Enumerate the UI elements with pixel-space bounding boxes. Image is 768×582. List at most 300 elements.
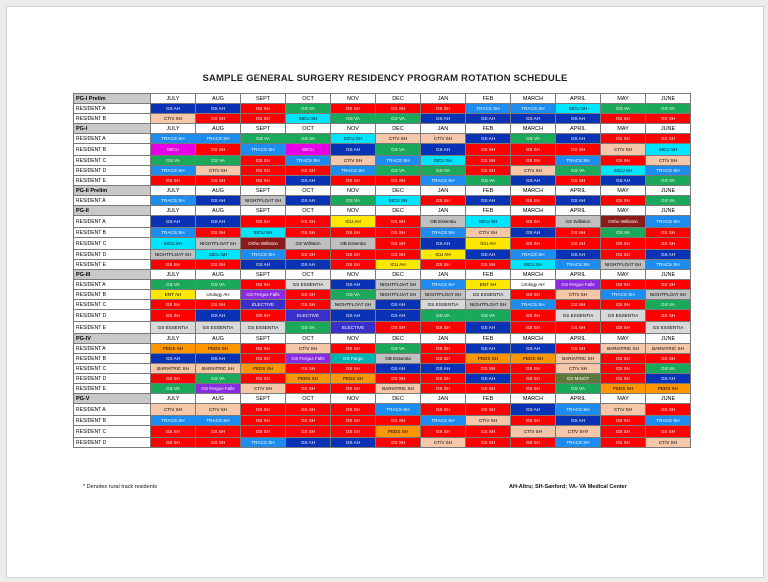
resident-label: RESIDENT A [74,104,151,114]
rotation-cell: BARIATRIC SH [601,344,646,354]
rotation-cell: TRACS SH [646,416,691,426]
rotation-cell: PEDS SH [511,354,556,364]
rotation-cell: BARIATRIC SH [376,384,421,394]
rotation-cell: GS SH [376,216,421,228]
rotation-cell: GS AH [556,250,601,260]
month-header: OCT [286,94,331,104]
month-header: FEB [466,186,511,196]
rotation-cell: GS SH [601,238,646,250]
rotation-cell: GS AH [151,354,196,364]
rotation-cell: GS AH [556,416,601,426]
rotation-cell: CT/V SH [421,134,466,144]
rotation-cell: PEDS SH [241,364,286,374]
month-header: OCT [286,186,331,196]
rotation-cell: GS SH [151,300,196,310]
rotation-cell: PEDS SH [286,374,331,384]
rotation-cell: OB Essentia [421,216,466,228]
rotation-cell: GS SH [331,250,376,260]
rotation-cell: Ortho Williston [241,238,286,250]
rotation-cell: GS SH [556,228,601,238]
month-header: JUNE [646,186,691,196]
section-label: PG-II [74,206,151,216]
rotation-cell: GS SH [511,156,556,166]
rotation-cell: GS VA [331,114,376,124]
rotation-cell: GS SH [421,426,466,438]
rotation-cell: GS SH [511,196,556,206]
resident-label: RESIDENT E [74,176,151,186]
rotation-cell: GS AH [376,300,421,310]
resident-row [74,156,691,166]
rotation-cell: GS SH [601,322,646,334]
rotation-cell: GS SH [556,322,601,334]
rotation-cell: TRACS SH [556,404,601,416]
rotation-cell: TRACS SH [646,216,691,228]
section-header-row [74,206,691,216]
footnote-site-legend: AH-Altru; SH-Sanford; VA- VA Medical Center [509,484,627,490]
month-header: JUNE [646,394,691,404]
rotation-cell: GS SH [376,250,421,260]
month-header: JULY [151,394,196,404]
rotation-cell: TRACS SH [421,416,466,426]
section-header-row [74,186,691,196]
month-header: MARCH [511,124,556,134]
rotation-cell: TRACS SH [331,166,376,176]
rotation-cell: GS SH [421,374,466,384]
rotation-cell: GS SH [646,310,691,322]
month-header: JUNE [646,334,691,344]
resident-label: RESIDENT D [74,438,151,448]
rotation-cell: GS AH [466,374,511,384]
rotation-cell: GS SH [511,374,556,384]
rotation-cell: GS ESSENTIA [196,322,241,334]
rotation-cell: GS SH [286,384,331,394]
rotation-cell: SICU SH [241,228,286,238]
rotation-cell: GS SH [556,344,601,354]
rotation-cell: CT/V SH [556,290,601,300]
rotation-cell: GS SH [286,228,331,238]
rotation-cell: GS AH [511,404,556,416]
rotation-cell: GS AH [196,310,241,322]
rotation-cell: TRACS SH [151,228,196,238]
month-header: SEPT [241,186,286,196]
rotation-cell: NIGHTFLOAT SH [466,300,511,310]
rotation-cell: NIGHTFLOAT SH [646,290,691,300]
rotation-cell: BARIATRIC SH [556,354,601,364]
rotation-cell: GS AH [151,216,196,228]
rotation-cell: GS SH [331,416,376,426]
rotation-cell: GS VA [646,364,691,374]
rotation-cell: GS SH [241,426,286,438]
resident-row [74,416,691,426]
section-label: PG-I [74,124,151,134]
month-header: AUG [196,186,241,196]
rotation-cell: CT/V SH [196,166,241,176]
month-header: MAY [601,270,646,280]
resident-label: RESIDENT A [74,404,151,416]
month-header: OCT [286,270,331,280]
rotation-cell: GS SH [241,166,286,176]
rotation-cell: MICU [286,144,331,156]
rotation-cell: GS SH [511,238,556,250]
rotation-cell: GS AH [196,104,241,114]
rotation-cell: GS Fargo [331,354,376,364]
rotation-cell: CT/V SH [466,228,511,238]
rotation-cell: CT/V SH [601,404,646,416]
rotation-cell: GS AH [646,374,691,384]
month-header: MAY [601,124,646,134]
rotation-cell: GS AH [196,354,241,364]
resident-label: RESIDENT C [74,364,151,374]
section-label: PG-II Prelim [74,186,151,196]
rotation-cell: OB Essentia [376,354,421,364]
month-header: JAN [421,206,466,216]
rotation-cell: GS SH [286,250,331,260]
rotation-cell: GS SH [511,384,556,394]
rotation-cell: SICU SH [601,166,646,176]
month-header: OCT [286,394,331,404]
rotation-cell: GS VA [646,104,691,114]
rotation-cell: GS VA [376,114,421,124]
rotation-cell: CT/V SH [151,114,196,124]
rotation-cell: SICU SH [646,144,691,156]
rotation-cell: SICU SH [376,196,421,206]
rotation-cell: GS Fergus Falls [196,384,241,394]
rotation-cell: GS VA [151,384,196,394]
rotation-cell: GS VA [196,156,241,166]
month-header: FEB [466,334,511,344]
rotation-cell: TRACS SH [556,156,601,166]
rotation-cell: GS AH [286,438,331,448]
rotation-cell: TRACS SH [241,144,286,156]
rotation-cell: GS SH [601,300,646,310]
resident-row [74,134,691,144]
rotation-cell: GS SH [241,354,286,364]
resident-label: RESIDENT B [74,290,151,300]
rotation-cell: TRACS SH [646,260,691,270]
rotation-cell: GS ESSENTIA [601,310,646,322]
rotation-cell: GS AH [241,260,286,270]
resident-row [74,280,691,290]
rotation-cell: GS SH [421,384,466,394]
rotation-cell: GS ESSENTIA [466,290,511,300]
rotation-cell: GS SH [421,260,466,270]
rotation-cell: TRACS SH [511,250,556,260]
resident-label: RESIDENT C [74,238,151,250]
rotation-cell: ENT AH [466,280,511,290]
rotation-cell: GS SH [421,344,466,354]
resident-label: RESIDENT C [74,156,151,166]
rotation-cell: GS SH [601,416,646,426]
month-header: NOV [331,334,376,344]
rotation-cell: GS Fergus Falls [286,354,331,364]
month-header: DEC [376,270,421,280]
rotation-cell: GS SH [286,404,331,416]
month-header: JULY [151,270,196,280]
rotation-cell: GS SH [421,104,466,114]
rotation-cell: SICU SH [151,238,196,250]
rotation-cell: GS MINOT [556,374,601,384]
rotation-cell: TRACS SH [196,416,241,426]
rotation-cell: SICU SH [556,104,601,114]
rotation-cell: TRACS SH [556,438,601,448]
rotation-cell: TRACS SH [601,290,646,300]
rotation-cell: SICU SH [331,134,376,144]
rotation-cell: ENT AH [151,290,196,300]
rotation-cell: TRACS SH [421,176,466,186]
rotation-cell: GS SH [196,426,241,438]
rotation-cell: GS SH [646,134,691,144]
month-header: JULY [151,124,196,134]
month-header: MARCH [511,94,556,104]
rotation-cell: GS SH [196,438,241,448]
rotation-cell: BARIATRIC SH [196,364,241,374]
month-header: DEC [376,334,421,344]
rotation-cell: GS ESSENTIA [556,310,601,322]
month-header: JULY [151,94,196,104]
rotation-cell: TRACS SH [376,404,421,416]
month-header: DEC [376,124,421,134]
rotation-cell: GS AH [511,114,556,124]
rotation-cell: GS AH [376,310,421,322]
rotation-cell: PEDS SH [376,426,421,438]
rotation-cell: CT/V SH [376,134,421,144]
rotation-cell: GS SH [241,416,286,426]
month-header: NOV [331,124,376,134]
rotation-cell: GS SH [646,238,691,250]
rotation-cell: GS SH [511,438,556,448]
month-header: JULY [151,206,196,216]
rotation-cell: TRACS SH [151,196,196,206]
month-header: SEPT [241,94,286,104]
month-header: APRIL [556,270,601,280]
rotation-cell: GS SH [151,176,196,186]
rotation-cell: GS VA [646,176,691,186]
rotation-cell: GS AH [646,250,691,260]
resident-label: RESIDENT A [74,280,151,290]
resident-label: RESIDENT B [74,144,151,156]
rotation-cell: GS AH [466,322,511,334]
rotation-cell: GS AH [556,196,601,206]
rotation-cell: GS SH [286,216,331,228]
rotation-cell: GS AH [376,364,421,374]
resident-row [74,216,691,228]
rotation-cell: GS VA [196,374,241,384]
resident-row [74,166,691,176]
rotation-cell: GS SH [466,404,511,416]
month-header: NOV [331,270,376,280]
rotation-cell: CT/V SH [421,438,466,448]
rotation-cell: GS AH [331,438,376,448]
section-label: PG-III [74,270,151,280]
month-header: AUG [196,394,241,404]
rotation-cell: GS SH [466,156,511,166]
rotation-cell: NIGHTFLOAT SH [376,290,421,300]
resident-label: RESIDENT A [74,216,151,228]
month-header: MAY [601,334,646,344]
rotation-cell: GS VA [376,144,421,156]
rotation-cell: GS VA [646,300,691,310]
month-header: DEC [376,94,421,104]
rotation-cell: GS VA [421,166,466,176]
rotation-cell: TRACS SH [511,300,556,310]
rotation-cell: GS AH [286,176,331,186]
rotation-cell: GS VA [286,322,331,334]
resident-label: RESIDENT D [74,374,151,384]
rotation-cell: BARIATRIC SH [646,344,691,354]
rotation-cell: CT/V SH [331,156,376,166]
rotation-cell: GS AH [511,176,556,186]
month-header: SEPT [241,124,286,134]
rotation-cell: GS SH [241,404,286,416]
month-header: SEPT [241,394,286,404]
rotation-cell: NIGHTFLOAT SH [331,300,376,310]
rotation-cell: GS SH [196,176,241,186]
resident-label: RESIDENT D [74,310,151,322]
rotation-cell: GS SH [331,228,376,238]
rotation-cell: SICU SH [196,250,241,260]
rotation-cell: ELECTIVE [241,300,286,310]
rotation-cell: SICU SH [286,114,331,124]
month-header: JUNE [646,206,691,216]
resident-row [74,354,691,364]
rotation-cell: GS SH [421,354,466,364]
rotation-cell: GS VA [196,280,241,290]
resident-row [74,322,691,334]
rotation-cell: GS AH [331,144,376,156]
rotation-cell: TRACS SH [511,104,556,114]
month-header: JAN [421,124,466,134]
rotation-cell: GS ESSENTIA [286,280,331,290]
rotation-cell: GS SH [421,196,466,206]
month-header: MARCH [511,186,556,196]
rotation-cell: NIGHTFLOAT SH [421,290,466,300]
rotation-cell: GS SH [196,228,241,238]
rotation-cell: GS SH [331,404,376,416]
rotation-cell: GS VA [421,310,466,322]
rotation-cell: GS SH [511,144,556,156]
month-header: AUG [196,94,241,104]
rotation-cell: GS AH [466,250,511,260]
rotation-cell: SICU SH [421,156,466,166]
month-header: MAY [601,394,646,404]
month-header: FEB [466,206,511,216]
section-header-row [74,94,691,104]
rotation-cell: GS VA [151,280,196,290]
rotation-cell: GS SH [646,426,691,438]
month-header: DEC [376,186,421,196]
resident-label: RESIDENT D [74,166,151,176]
rotation-cell: GS SH [286,166,331,176]
rotation-cell: GS AH [196,196,241,206]
month-header: NOV [331,94,376,104]
rotation-cell: GS SH [151,260,196,270]
rotation-cell: GS SH [556,144,601,156]
rotation-cell: GS SH [646,114,691,124]
rotation-cell: TRACS SH [196,134,241,144]
rotation-cell: TRACS SH [241,438,286,448]
rotation-cell: GS SH [151,426,196,438]
rotation-cell: GS SH [331,176,376,186]
resident-row [74,374,691,384]
rotation-cell: GS SH [466,438,511,448]
rotation-cell: GS ESSENTIA [421,300,466,310]
rotation-cell: GS VA [286,134,331,144]
rotation-cell: CT/V SH [511,426,556,438]
month-header: JAN [421,334,466,344]
month-header: MAY [601,94,646,104]
rotation-cell: NIGHTFLOAT SH [376,280,421,290]
resident-row [74,344,691,354]
month-header: JAN [421,186,466,196]
resident-label: RESIDENT E [74,322,151,334]
rotation-cell: GS SH [241,104,286,114]
month-header: SEPT [241,206,286,216]
rotation-cell: GS SH [466,426,511,438]
month-header: DEC [376,206,421,216]
section-header-row [74,394,691,404]
rotation-cell: CT/V SH [556,364,601,374]
rotation-cell: GS AH [601,176,646,186]
rotation-cell: CT/V SH [241,384,286,394]
month-header: MAY [601,186,646,196]
rotation-cell: GS SH [376,238,421,250]
rotation-cell: Urology AH [196,290,241,300]
rotation-cell: GS AH [331,310,376,322]
resident-row [74,114,691,124]
rotation-cell: CT/V SH? [556,426,601,438]
month-header: SEPT [241,270,286,280]
rotation-cell: GS VA [556,384,601,394]
rotation-cell: GS SH [466,144,511,156]
rotation-cell: GS SH [241,216,286,228]
rotation-cell: GS AH [286,260,331,270]
rotation-cell: GS SH [331,260,376,270]
rotation-cell: CT/V SH [196,404,241,416]
rotation-cell: CT/V SH [466,416,511,426]
rotation-cell: GS SH [286,426,331,438]
rotation-cell: GS SH [241,310,286,322]
rotation-cell: OB Essentia [331,238,376,250]
rotation-cell: GS ESSENTIA [646,322,691,334]
rotation-cell: GS SH [421,404,466,416]
rotation-cell: GS AH [511,228,556,238]
rotation-cell: GS VA [331,290,376,300]
rotation-cell: CT/V SH [601,144,646,156]
month-header: JULY [151,186,196,196]
rotation-cell: NIGHTFLOAT SH [601,260,646,270]
rotation-cell: GS SH [241,156,286,166]
rotation-cell: GS SH [466,384,511,394]
section-header-row [74,334,691,344]
rotation-cell: GS SH [511,290,556,300]
rotation-cell: ICU AH [421,250,466,260]
month-header: JAN [421,394,466,404]
resident-row [74,228,691,238]
rotation-cell: GS AH [331,280,376,290]
resident-row [74,438,691,448]
month-header: APRIL [556,334,601,344]
month-header: DEC [376,394,421,404]
rotation-cell: GS SH [556,176,601,186]
rotation-cell: GS AH [421,238,466,250]
month-header: JAN [421,94,466,104]
rotation-cell: GS SH [601,364,646,374]
rotation-cell: GS AH [151,104,196,114]
rotation-cell: GS SH [556,238,601,250]
rotation-cell: PEDS SH [151,344,196,354]
rotation-cell: CT/V SH [511,166,556,176]
rotation-cell: GS AH [466,114,511,124]
